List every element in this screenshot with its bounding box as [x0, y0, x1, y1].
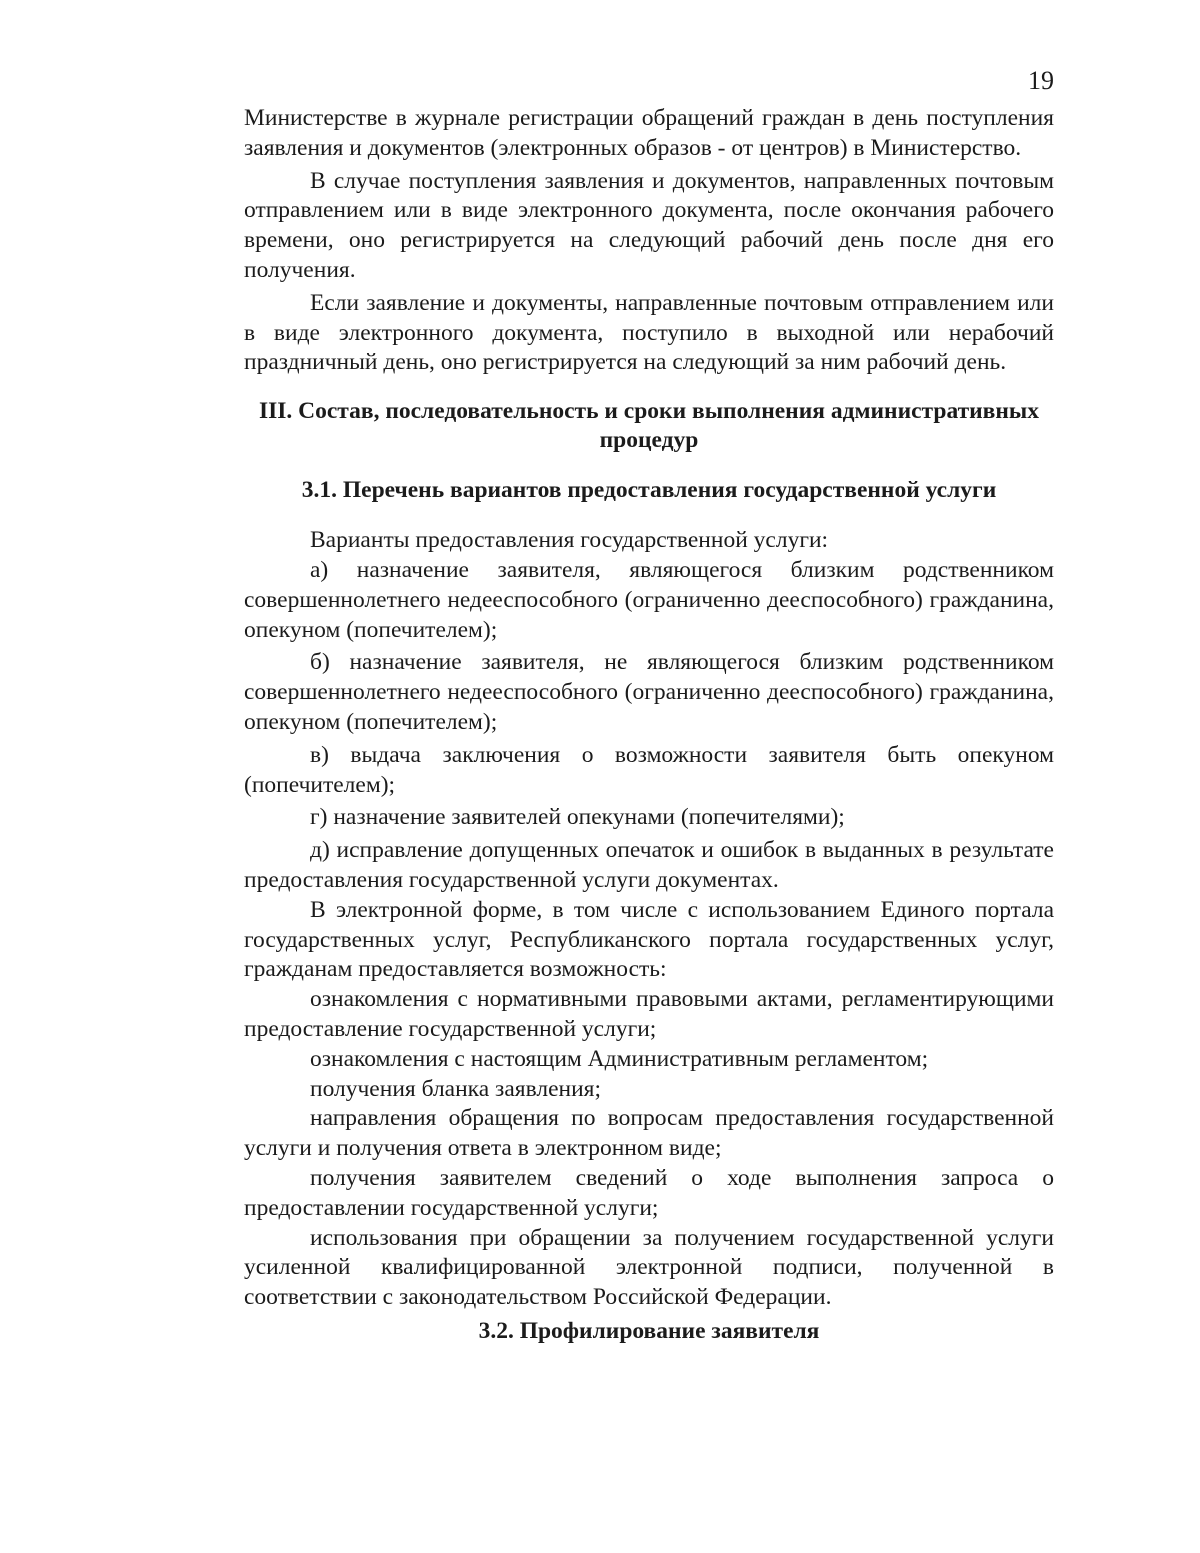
- electronic-item: использования при обращении за получением государственной услуги усиленной квалифицированной электронной подписи, полученной в соответствии с законодательством Российской Федерации.: [244, 1224, 1054, 1311]
- electronic-intro: В электронной форме, в том числе с использованием Единого портала государственных услуг, Республиканского портала государственных услуг, гражданам предоставляется возможность:: [244, 896, 1054, 983]
- paragraph-continuation: Министерстве в журнале регистрации обращений граждан в день поступления заявления и документов (электронных образов - от центров) в Министерство.: [244, 105, 1054, 161]
- variant-item-a: а) назначение заявителя, являющегося близким родственником совершеннолетнего недееспособного (ограниченно дееспособного) гражданина, опекуном (попечителем);: [244, 556, 1054, 643]
- paragraph-registration-holiday: Если заявление и документы, направленные почтовым отправлением или в виде электронного документа, поступило в выходной или нерабочий праздничный день, оно регистрируется на следующий за ним рабочий день.: [244, 289, 1054, 376]
- electronic-item: ознакомления с нормативными правовыми актами, регламентирующими предоставление государственной услуги;: [244, 986, 1054, 1042]
- variants-intro: Варианты предоставления государственной услуги:: [310, 527, 829, 554]
- variant-item-g: г) назначение заявителей опекунами (попечителями);: [310, 804, 845, 831]
- paragraph-registration-after-hours: В случае поступления заявления и документов, направленных почтовым отправлением или в виде электронного документа, после окончания рабочего времени, оно регистрируется на следующий рабочий день после дня его получения.: [244, 167, 1054, 283]
- electronic-item: направления обращения по вопросам предоставления государственной услуги и получения ответа в электронном виде;: [244, 1105, 1054, 1162]
- page-number: 19: [1028, 66, 1054, 95]
- section-heading: III. Состав, последовательность и сроки выполнения административных процедур: [258, 398, 1040, 454]
- electronic-item: ознакомления с настоящим Административным регламентом;: [310, 1045, 929, 1072]
- variant-item-v: в) выдача заключения о возможности заявителя быть опекуном (попечителем);: [244, 741, 1054, 798]
- subsection-heading-3-2: 3.2. Профилирование заявителя: [478, 1317, 820, 1344]
- electronic-item: получения заявителем сведений о ходе выполнения запроса о предоставлении государственной услуги;: [244, 1164, 1054, 1221]
- variant-item-d: д) исправление допущенных опечаток и ошибок в выданных в результате предоставления государственной услуги документах.: [244, 837, 1054, 893]
- variant-item-b: б) назначение заявителя, не являющегося близким родственником совершеннолетнего недееспособного (ограниченно дееспособного) гражданина, опекуном (попечителем);: [244, 649, 1054, 735]
- subsection-heading-3-1: 3.1. Перечень вариантов предоставления государственной услуги: [301, 477, 997, 504]
- document-body: [244, 104, 1054, 1346]
- electronic-item: получения бланка заявления;: [310, 1075, 602, 1102]
